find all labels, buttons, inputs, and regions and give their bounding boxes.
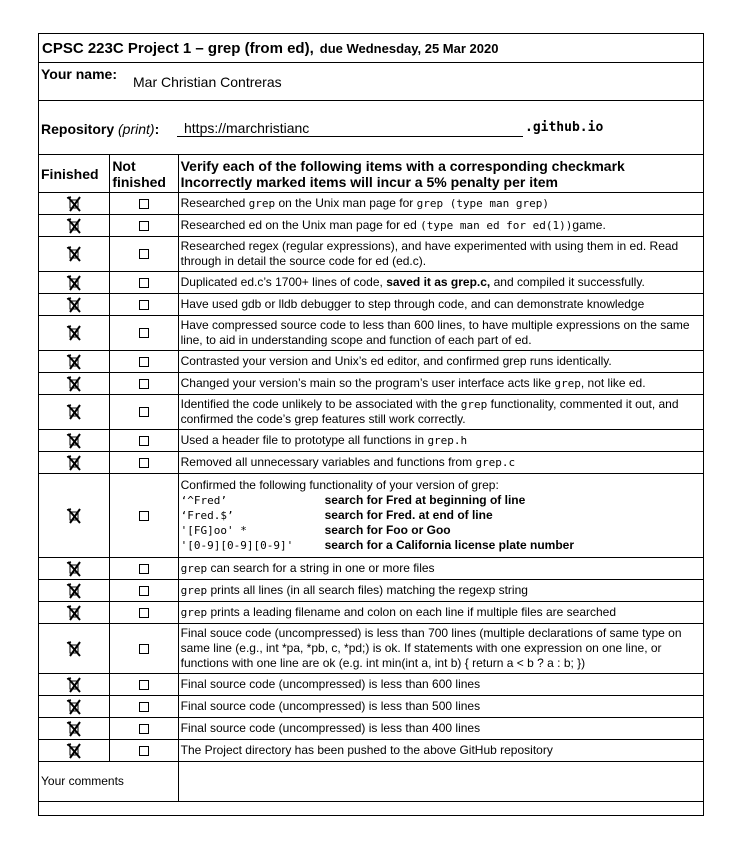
item-text: grep can search for a string in one or more files (178, 558, 703, 580)
empty-checkbox-icon (139, 328, 149, 338)
finished-checkbox[interactable] (39, 373, 110, 395)
checked-x-icon (65, 720, 83, 738)
empty-checkbox-icon (139, 199, 149, 209)
checked-x-icon (65, 403, 83, 421)
regex-pattern: '[FG]oo' * (180, 524, 247, 537)
table-row (39, 373, 704, 395)
empty-checkbox-icon (139, 379, 149, 389)
item-text: Have used gdb or lldb debugger to step through code, and can demonstrate knowledge (178, 294, 703, 316)
finished-checkbox[interactable] (39, 316, 110, 351)
finished-checkbox[interactable] (39, 452, 110, 474)
item-text: grep prints a leading filename and colon on each line if multiple files are searched (178, 602, 703, 624)
not-finished-checkbox[interactable] (110, 674, 178, 696)
empty-checkbox-icon (139, 357, 149, 367)
table-row (39, 696, 704, 718)
checklist-form (38, 33, 704, 816)
empty-checkbox-icon (139, 586, 149, 596)
finished-checkbox[interactable] (39, 740, 110, 762)
table-row (39, 602, 704, 624)
regex-pattern: ‘^Fred’ (180, 494, 227, 507)
checked-x-icon (65, 217, 83, 235)
item-text: Identified the code unlikely to be associated with the grep functionality, commented it out, and confirmed the code’s grep features still work correctly. (178, 395, 703, 430)
empty-checkbox-icon (139, 608, 149, 618)
table-row (39, 740, 704, 762)
item-text: Removed all unnecessary variables and functions from grep.c (178, 452, 703, 474)
item-text: Final source code (uncompressed) is less than 500 lines (178, 696, 703, 718)
item-text: Researched ed on the Unix man page for ed (type man ed for ed(1))game. (178, 215, 703, 237)
name-label: Your name: (41, 66, 117, 82)
empty-checkbox-icon (139, 680, 149, 690)
comments-field[interactable] (178, 762, 703, 802)
table-row (39, 674, 704, 696)
finished-checkbox[interactable] (39, 294, 110, 316)
repository-url-field[interactable]: https://marchristianc (177, 120, 523, 137)
checked-x-icon (65, 507, 83, 525)
finished-checkbox[interactable] (39, 395, 110, 430)
not-finished-checkbox[interactable] (110, 558, 178, 580)
not-finished-checkbox[interactable] (110, 215, 178, 237)
checked-x-icon (65, 742, 83, 760)
table-row (39, 316, 704, 351)
checked-x-icon (65, 375, 83, 393)
table-row (39, 395, 704, 430)
not-finished-checkbox[interactable] (110, 602, 178, 624)
not-finished-checkbox[interactable] (110, 395, 178, 430)
table-row (39, 558, 704, 580)
item-text: Researched grep on the Unix man page for grep (type man grep) (178, 193, 703, 215)
comments-label: Your comments (39, 762, 179, 802)
empty-checkbox-icon (139, 221, 149, 231)
table-row (39, 718, 704, 740)
item-text: The Project directory has been pushed to the above GitHub repository (178, 740, 703, 762)
finished-checkbox[interactable] (39, 624, 110, 674)
table-row (39, 351, 704, 373)
checked-x-icon (65, 324, 83, 342)
not-finished-checkbox[interactable] (110, 474, 178, 558)
empty-checkbox-icon (139, 724, 149, 734)
item-text: Duplicated ed.c’s 1700+ lines of code, saved it as grep.c, and compiled it successfully. (178, 272, 703, 294)
finished-checkbox[interactable] (39, 215, 110, 237)
checklist-table (38, 154, 704, 802)
finished-checkbox[interactable] (39, 580, 110, 602)
item-text: grep prints all lines (in all search files) matching the regexp string (178, 580, 703, 602)
checked-x-icon (65, 296, 83, 314)
empty-checkbox-icon (139, 407, 149, 417)
checked-x-icon (65, 454, 83, 472)
regex-pattern: ‘Fred.$’ (180, 509, 234, 522)
due-date: due Wednesday, 25 Mar 2020 (319, 41, 499, 56)
not-finished-checkbox[interactable] (110, 237, 178, 272)
table-row (39, 215, 704, 237)
not-finished-checkbox[interactable] (110, 316, 178, 351)
finished-column-header: Finished (39, 155, 110, 193)
empty-checkbox-icon (139, 436, 149, 446)
not-finished-checkbox[interactable] (110, 740, 178, 762)
empty-checkbox-icon (139, 458, 149, 468)
not-finished-checkbox[interactable] (110, 580, 178, 602)
empty-checkbox-icon (139, 278, 149, 288)
table-row (39, 272, 704, 294)
item-text: Changed your version’s main so the program’s user interface acts like grep, not like ed. (178, 373, 703, 395)
not-finished-checkbox[interactable] (110, 272, 178, 294)
finished-checkbox[interactable] (39, 696, 110, 718)
item-text: Used a header file to prototype all functions in grep.h (178, 430, 703, 452)
table-row (39, 193, 704, 215)
finished-checkbox[interactable] (39, 674, 110, 696)
comments-row (39, 762, 704, 802)
not-finished-checkbox[interactable] (110, 193, 178, 215)
empty-checkbox-icon (139, 300, 149, 310)
finished-checkbox[interactable] (39, 602, 110, 624)
page-title: CPSC 223C Project 1 – grep (from ed), due Wednesday, 25 Mar 2020 (42, 40, 499, 57)
item-text: Confirmed the following functionality of your version of grep: ‘^Fred’ search for Fred at beginning of line ‘Fred.$’ search for Fred. at end of line '[FG]oo' * search for Foo or Goo '[0-9][0-9][0-9]' search for a California license plate number (178, 474, 703, 558)
table-row (39, 430, 704, 452)
checked-x-icon (65, 274, 83, 292)
empty-checkbox-icon (139, 746, 149, 756)
table-row (39, 237, 704, 272)
checked-x-icon (65, 604, 83, 622)
empty-checkbox-icon (139, 702, 149, 712)
item-text: Final source code (uncompressed) is less than 600 lines (178, 674, 703, 696)
empty-checkbox-icon (139, 564, 149, 574)
table-header-row (39, 155, 704, 193)
finished-checkbox[interactable] (39, 351, 110, 373)
not-finished-checkbox[interactable] (110, 430, 178, 452)
not-finished-column-header: Not finished (110, 155, 178, 193)
finished-checkbox[interactable] (39, 718, 110, 740)
regex-pattern: '[0-9][0-9][0-9]' (180, 539, 294, 552)
table-row (39, 294, 704, 316)
item-text: Final souce code (uncompressed) is less than 700 lines (multiple declarations of same type on same line (e.g., int *pa, *pb, c, *pd;) is ok. If statements with one expression on one line, or functions with one line are ok (e.g. int min(int a, int b) { return a < b ? a : b; }) (178, 624, 703, 674)
checked-x-icon (65, 698, 83, 716)
name-field[interactable]: Mar Christian Contreras (133, 74, 282, 90)
not-finished-checkbox[interactable] (110, 624, 178, 674)
table-row (39, 624, 704, 674)
checked-x-icon (65, 195, 83, 213)
item-text: Researched regex (regular expressions), and have experimented with using them in ed. Read through in detail the source code for ed (ed.c). (178, 237, 703, 272)
not-finished-checkbox[interactable] (110, 294, 178, 316)
finished-checkbox[interactable] (39, 558, 110, 580)
verify-column-header: Verify each of the following items with a corresponding checkmark Incorrectly marked items will incur a 5% penalty per item (178, 155, 703, 193)
checked-x-icon (65, 676, 83, 694)
not-finished-checkbox[interactable] (110, 696, 178, 718)
repository-label: Repository (print): (41, 121, 160, 137)
checked-x-icon (65, 353, 83, 371)
checked-x-icon (65, 640, 83, 658)
checked-x-icon (65, 582, 83, 600)
item-text: Final source code (uncompressed) is less than 400 lines (178, 718, 703, 740)
finished-checkbox[interactable] (39, 237, 110, 272)
not-finished-checkbox[interactable] (110, 373, 178, 395)
not-finished-checkbox[interactable] (110, 718, 178, 740)
item-text: Have compressed source code to less than 600 lines, to have multiple expressions on the same line, to aid in understanding scope and function of each part of ed. (178, 316, 703, 351)
finished-checkbox[interactable] (39, 272, 110, 294)
table-row (39, 580, 704, 602)
not-finished-checkbox[interactable] (110, 452, 178, 474)
checked-x-icon (65, 432, 83, 450)
item-text: Contrasted your version and Unix’s ed editor, and confirmed grep runs identically. (178, 351, 703, 373)
finished-checkbox[interactable] (39, 474, 110, 558)
finished-checkbox[interactable] (39, 430, 110, 452)
empty-checkbox-icon (139, 644, 149, 654)
checked-x-icon (65, 245, 83, 263)
table-row (39, 474, 704, 558)
finished-checkbox[interactable] (39, 193, 110, 215)
empty-checkbox-icon (139, 511, 149, 521)
table-row (39, 452, 704, 474)
not-finished-checkbox[interactable] (110, 351, 178, 373)
repository-suffix: .github.io (525, 120, 604, 135)
checked-x-icon (65, 560, 83, 578)
empty-checkbox-icon (139, 249, 149, 259)
